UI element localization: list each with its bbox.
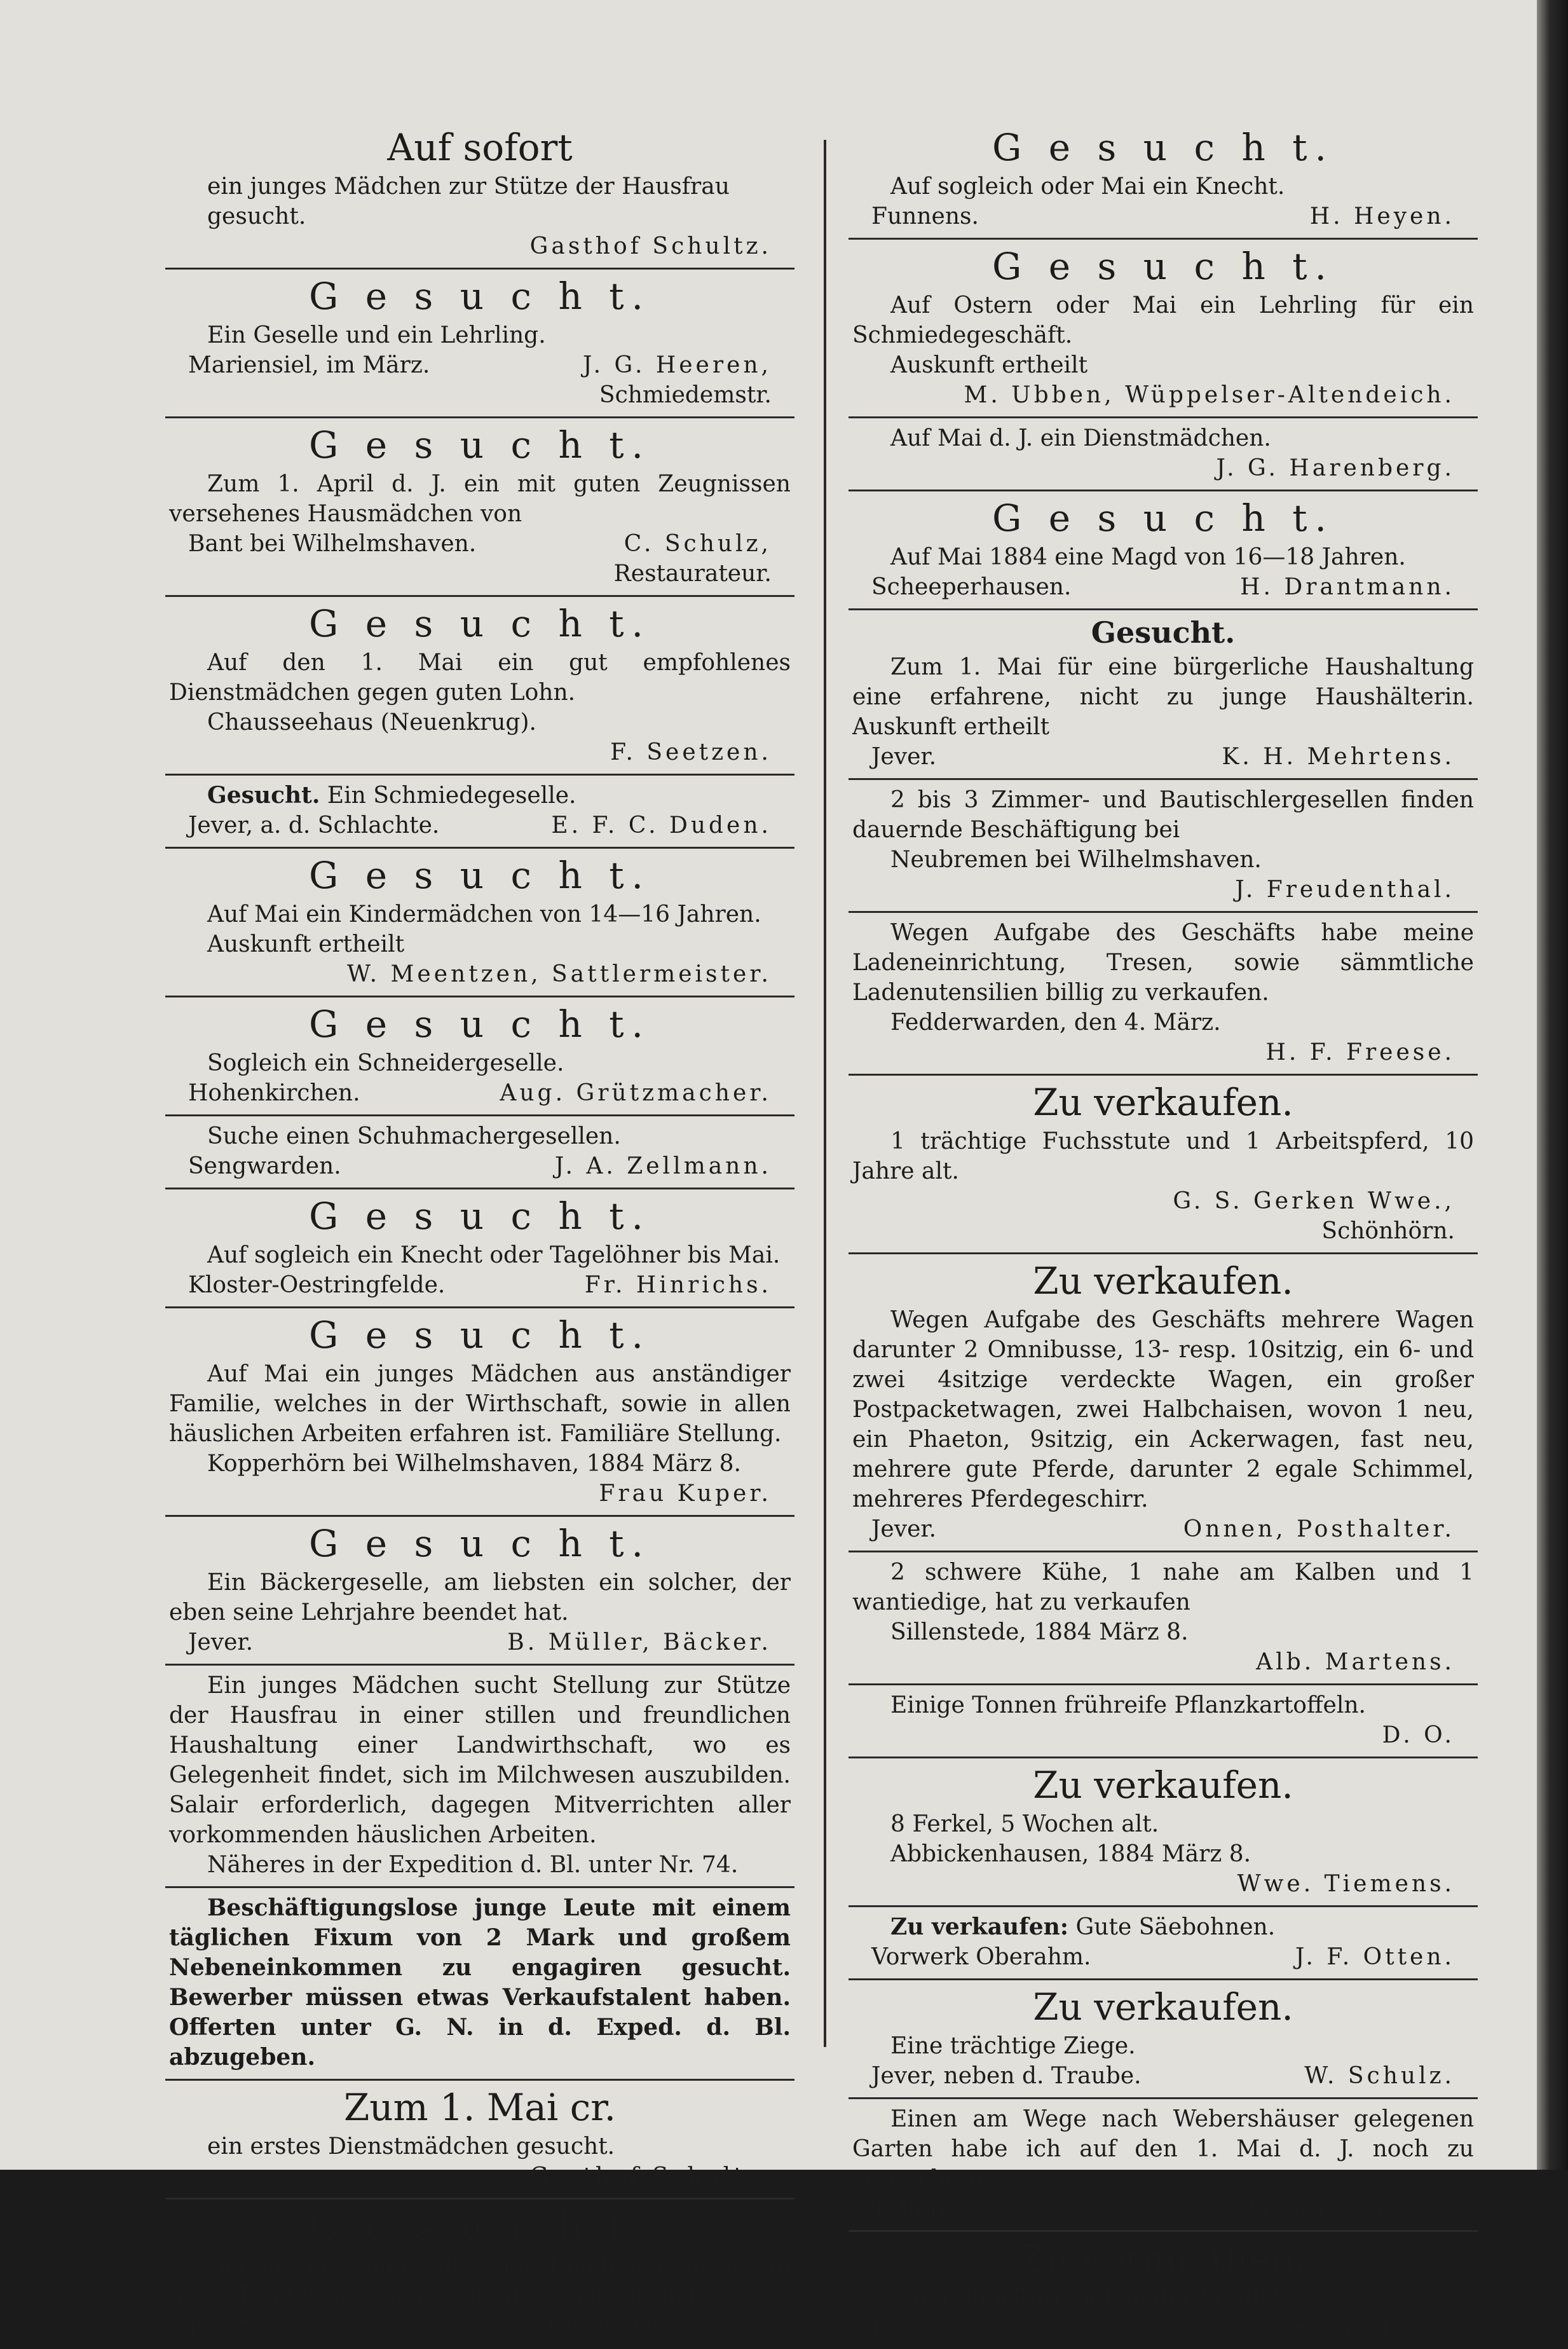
ad-place: Jever. [188,1629,254,1655]
ad-signature-row [169,231,791,261]
ad-place: Bant bei Wilhelmshaven. [188,531,477,557]
ad-signature: Frau Kuper. [599,1481,772,1507]
ad-text: Auf Ostern oder Mai ein Lehrling für ein Schmiedegeschäft. [852,292,1474,348]
ad-signature: H. Siefken. [1291,2315,1455,2341]
ad-block [165,418,794,597]
ad-signature-row [169,959,791,989]
ad-signature: W. Schulz. [1304,2063,1455,2089]
ad-block [849,2099,1478,2232]
ad-signature-row [852,2061,1474,2091]
ad-block [165,1308,794,1517]
ad-signature: Fr. Hinrichs. [584,1272,772,1298]
ad-place: Jever. [871,2315,937,2341]
ad-block [849,1685,1478,1758]
ad-signature: W. Meentzen, Sattlermeister. [346,961,772,987]
ad-signature-row [169,737,791,767]
ad-signature: J. F. Otten. [1295,1944,1455,1970]
ad-signature-title: Schönhörn. [1321,1218,1455,1244]
ad-signature: H. Drantmann. [1240,574,1455,600]
ad-text: 2 schwere Kühe, 1 nahe am Kalben und 1 wantiedige, hat zu verkaufen [852,1559,1474,1615]
ad-line: Sogleich ein Schneidergeselle. [207,1050,564,1076]
ad-place: Jever. [188,2312,254,2338]
ad-signature-row [852,742,1474,772]
ad-signature: J. G. Harenberg. [1216,455,1455,481]
ad-lead-line [852,1912,1474,1942]
ad-signature-row [852,2194,1474,2224]
ad-heading: G e s u c h t. [309,854,651,897]
ad-block [165,849,794,997]
ad-block [165,2200,794,2346]
ad-line: Auskunft ertheilt [890,352,1088,378]
ad-signature-row [852,1720,1474,1750]
ad-block [165,997,794,1116]
ad-block [165,1666,794,1888]
ad-lead-line [169,781,791,811]
ad-signature-row [169,1270,791,1300]
ad-place: Jever, a. d. Schlachte. [188,812,440,839]
ad-line: Fedderwarden, den 4. März. [890,1010,1221,1036]
ad-signature-row [169,529,791,559]
ad-text: Wegen Aufgabe des Geschäfts habe meine Ladeneinrichtung, Tresen, sowie sämmtliche Ladenutensilien billig zu verkaufen. [852,920,1474,1006]
ad-line: Suche einen Schuhmachergesellen. [207,1123,621,1149]
ad-line: Moor zum Torfstich in der Wiedel. [890,2285,1288,2311]
ad-text: Auf den 1. Mai ein gut empfohlenes Dienstmädchen gegen guten Lohn. [169,650,791,706]
ad-line: ein junges Mädchen zur Stütze der Hausfrau gesucht. [207,174,730,229]
ad-signature: Aug. Grützmacher. [500,1080,772,1106]
ad-heading: G e s u c h t. [309,275,651,318]
ad-signature-row [169,2161,791,2191]
ad-signature-row [852,1038,1474,1067]
ad-signature: H. F. Freese. [1265,1039,1455,1065]
ad-heading: G e s u c h t. [992,497,1334,540]
ad-heading: G e s u c h t. [309,423,651,467]
ad-signature: B. Müller, Bäcker. [507,1629,772,1655]
ad-heading: G e s u c h t. [309,1003,651,1046]
ad-block [849,491,1478,610]
ad-signature-row [169,350,791,380]
column-divider [824,140,826,2047]
ad-signature: Wwe. Tiemens. [1237,1871,1455,1897]
ad-block [849,240,1478,418]
ad-signature: J. Freudenthal. [1235,877,1455,903]
ad-line: Auf Mai 1884 eine Magd von 16—18 Jahren. [890,544,1406,570]
ad-place: Kloster-Oestringfelde. [188,1272,446,1298]
ad-signature-row [852,380,1474,410]
ad-heading: G e s u c h t. [309,1313,651,1357]
ad-place: Funnens. [871,203,979,229]
ad-heading: Auf sofort [387,126,573,169]
ad-text: Wegen Aufgabe des Geschäfts mehrere Wagen darunter 2 Omnibusse, 13- resp. 10sitzig, ein 6- und zwei 4sitzige verdeckte Wagen, ein großer Postpacketwagen, zwei Halbchaisen, wovon 1 neu, ein Phaeton, 9sitzig, ein Ackerwagen, fast neu, mehrere gute Pferde, darunter 2 egale Schimmel, mehreres Pferdegeschirr. [852,1307,1474,1512]
ad-signature-row [852,1942,1474,1972]
ad-line: 8 Ferkel, 5 Wochen alt. [890,1811,1159,1837]
ad-signature: G. S. Gerken Wwe., [1173,1188,1455,1214]
ad-place: Mariensiel, im März. [188,352,430,378]
ad-line: Auf sogleich oder Mai ein Knecht. [890,174,1285,200]
ad-heading: Zu verkaufen. [1033,1081,1293,1124]
ad-signature: H. Heyen. [1309,203,1455,229]
ad-lead: Gesucht. [207,782,320,809]
ad-place: Scheeperhausen. [871,574,1072,600]
ad-signature-row [852,875,1474,905]
ad-signature-row [852,1647,1474,1677]
ad-text: Gute Säebohnen. [1075,1914,1276,1940]
ad-signature-title: Restaurateur. [613,561,772,587]
ad-block [849,1907,1478,1980]
ad-heading: G e s u c h t. [309,1195,651,1238]
ad-heading: Zu verkaufen. [1033,1763,1293,1807]
ad-line: Neubremen bei Wilhelmshaven. [890,847,1262,873]
ad-place: Vorwerk Oberahm. [871,1944,1091,1970]
ad-signature: Onnen, Posthalter. [1183,1516,1455,1542]
ad-text: Auf Mai ein junges Mädchen aus anständiger Familie, welches in der Wirthschaft, sowie in allen häuslichen Arbeiten erfahren ist. Familiäre Stellung. [169,1361,791,1447]
ad-signature-row [852,2313,1474,2343]
ad-signature-row [852,1869,1474,1899]
ad-block [165,2081,794,2200]
ad-signature: Alb. Martens. [1256,1649,1455,1675]
ad-block [165,776,794,849]
ad-signature: D. O. [1382,1722,1455,1748]
ad-heading: Zum 1. Mai cr. [343,2086,617,2129]
ad-line: Abbickenhausen, 1884 März 8. [890,1841,1251,1867]
ad-signature: C. Schulz, [624,531,772,557]
ad-signature-row [169,1078,791,1108]
ad-signature-row [169,1627,791,1657]
ad-text: Beschäftigungslose junge Leute mit einem täglichen Fixum von 2 Mark und großem Nebeneinkommen zu engagiren gesucht. Bewerber müssen etwas Verkaufstalent haben. Offerten unter G. N. in d. Exped. d. Bl. abzugeben. [169,1894,791,2071]
ad-signature: Pastor Focken. [1239,2196,1455,2222]
ad-block [849,121,1478,240]
ad-text: Gegen Mai einige gute Dienstmädchen, sowie ein gutes Kindermädchen. Zeugnisse erforderlich. [169,2252,791,2308]
ad-place: Jever, neben d. Traube. [871,2063,1142,2089]
ad-signature: F. Seetzen. [610,739,772,765]
ad-text: Einen am Wege nach Webershäuser gelegenen Garten habe ich auf den 1. Mai d. J. noch zu verpachten. [852,2106,1474,2192]
ad-text: Zum 1. Mai für eine bürgerliche Haushaltung eine erfahrene, nicht zu junge Haushälterin. Auskunft ertheilt [852,654,1474,740]
ad-block [849,2232,1478,2349]
ad-line: Sillenstede, 1884 März 8. [890,1619,1189,1645]
ad-line: Auskunft ertheilt [207,931,405,957]
ad-heading: Zu verkaufen. [1033,1259,1293,1303]
ad-lead: Zu verkaufen: [890,1914,1069,1940]
ad-block [849,1758,1478,1907]
ad-signature-title: Schmiedemstr. [599,382,772,408]
ad-signature-row [852,453,1474,483]
ad-line: Chausseehaus (Neuenkrug). [207,709,536,736]
ad-line: ein erstes Dienstmädchen gesucht. [207,2133,615,2160]
ad-signature-row [852,202,1474,231]
ad-line: Auf Mai ein Kindermädchen von 14—16 Jahren. [207,901,761,928]
ad-signature: K. H. Mehrtens. [1222,744,1455,770]
ad-line: Näheres in der Expedition d. Bl. unter Nr. 74. [207,1852,739,1878]
ad-signature: Frau Alverichs. [546,2312,772,2338]
ad-heading: G e s u c h t. [309,1522,651,1565]
ad-block [165,1189,794,1308]
ad-signature-row [852,1514,1474,1544]
ad-block [165,597,794,776]
ad-text: 2 bis 3 Zimmer- und Bautischlergesellen finden dauernde Beschäftigung bei [852,787,1474,843]
ad-signature: J. A. Zellmann. [554,1153,772,1179]
ad-signature-row [852,572,1474,602]
left-column [165,121,794,2346]
ad-place: Jever. [871,1516,937,1542]
ad-block [849,1076,1478,1254]
ad-line: Auf sogleich ein Knecht oder Tagelöhner bis Mai. [207,1242,781,1268]
right-column [849,121,1478,2349]
ad-block [165,270,794,418]
ad-text: Ein Bäckergeselle, am liebsten ein solcher, der eben seine Lehrjahre beendet hat. [169,1570,791,1626]
ad-block [165,1116,794,1189]
ad-signature: M. Ubben, Wüppelser-Altendeich. [964,382,1455,408]
page-edge [1537,0,1568,2170]
ad-line: Ein Geselle und ein Lehrling. [207,322,546,348]
ad-text: 1 trächtige Fuchsstute und 1 Arbeitspferd, 10 Jahre alt. [852,1128,1474,1184]
ad-place: Jever. [871,744,937,770]
ad-block [849,610,1478,780]
ad-text: Ein Schmiedegeselle. [327,783,576,809]
ad-line: Eine trächtige Ziege. [890,2033,1136,2059]
ad-heading: Zu vermiethen. [1020,2237,1306,2280]
ad-heading: G e s u c h t. [309,2205,651,2248]
ad-block [165,1517,794,1666]
ad-signature: J. G. Heeren, [582,352,772,378]
ad-block [849,780,1478,913]
ad-heading: G e s u c h t. [992,245,1334,288]
ad-signature-row [169,811,791,840]
ad-block [165,1888,794,2081]
ad-block [849,1254,1478,1552]
ad-place: Tettens. [871,2196,964,2222]
ad-heading: G e s u c h t. [309,602,651,645]
ad-signature: Gasthof Schultz. [529,2163,772,2189]
ad-block [849,1980,1478,2099]
ad-line: Auf Mai d. J. ein Dienstmädchen. [890,425,1271,451]
ad-heading: Zu verkaufen. [1033,1985,1293,2029]
ad-text: Zum 1. April d. J. ein mit guten Zeugnissen versehenes Hausmädchen von [169,471,791,527]
ad-signature: E. F. C. Duden. [551,812,772,839]
ad-heading: G e s u c h t. [992,126,1334,169]
ad-block [849,1552,1478,1685]
ad-place: Hohenkirchen. [188,1080,360,1106]
ad-line: Einige Tonnen frühreife Pflanzkartoffeln. [890,1692,1366,1718]
ad-place: Sengwarden. [188,1153,341,1179]
ad-signature-row [852,1186,1474,1216]
ad-signature: Gasthof Schultz. [529,233,772,259]
ad-signature-row [169,2310,791,2340]
ad-heading: Gesucht. [1091,615,1236,650]
ad-block [849,418,1478,491]
ad-line: Kopperhörn bei Wilhelmshaven, 1884 März 8. [207,1451,741,1477]
ad-signature-row [169,1151,791,1181]
ad-block [849,913,1478,1076]
ad-block [165,121,794,270]
ad-signature-row [169,1479,791,1509]
ad-text: Ein junges Mädchen sucht Stellung zur Stütze der Hausfrau in einer stillen und freundlichen Haushaltung einer Landwirthschaft, wo es Gelegenheit findet, sich im Milchwesen auszubilden. Salair erforderlich, dagegen Mitverrichten aller vorkommenden häuslichen Arbeiten. [169,1673,791,1848]
